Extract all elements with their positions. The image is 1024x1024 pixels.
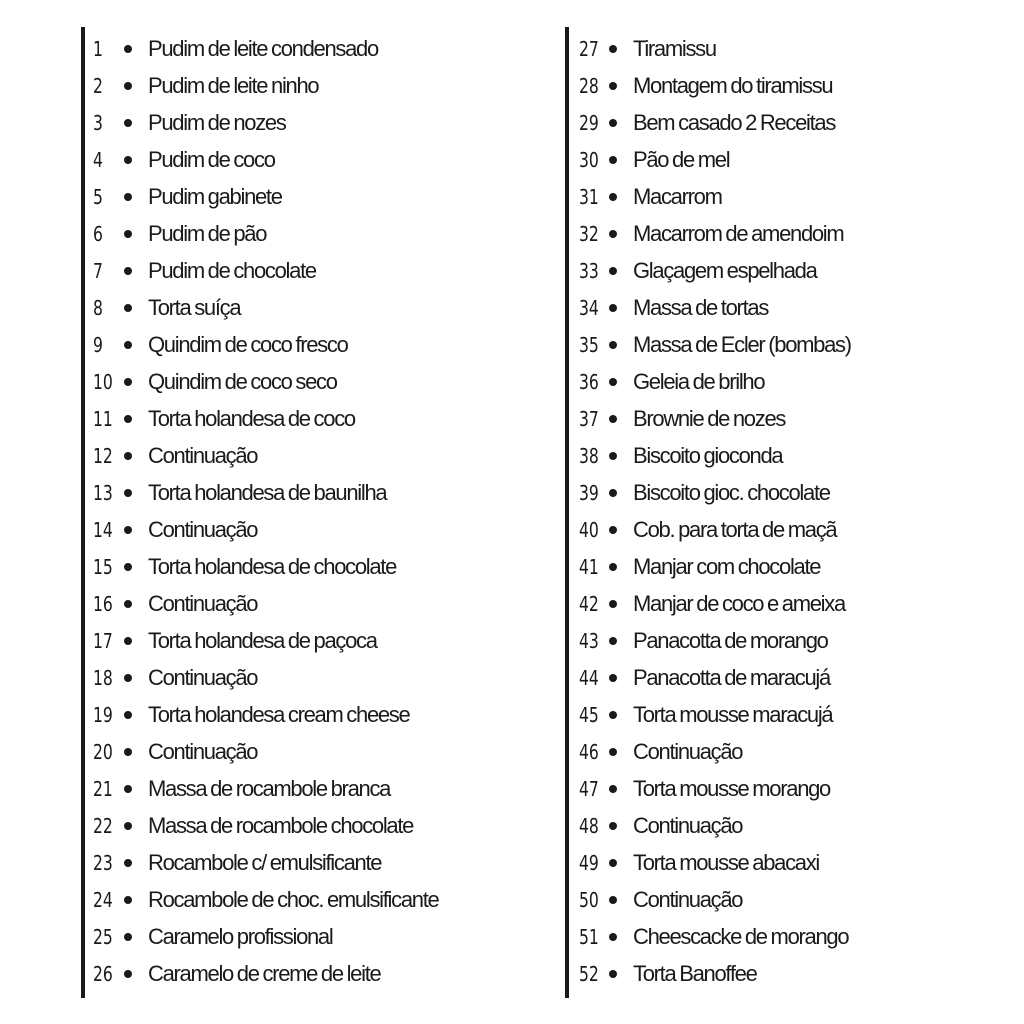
bullet-icon xyxy=(124,415,132,423)
list-item xyxy=(85,252,551,289)
item-number: 27 xyxy=(579,36,599,61)
bullet-icon xyxy=(124,637,132,645)
bullet-icon xyxy=(124,526,132,534)
list-item xyxy=(569,844,1005,881)
list-item xyxy=(85,141,551,178)
list-item xyxy=(85,548,551,585)
bullet-icon xyxy=(609,230,617,238)
list-item xyxy=(569,215,1005,252)
item-label: Caramelo profissional xyxy=(148,923,333,949)
bullet-icon xyxy=(609,600,617,608)
list-item xyxy=(569,437,1005,474)
list-item xyxy=(569,30,1005,67)
item-label: Massa de rocambole chocolate xyxy=(148,812,414,838)
item-number: 24 xyxy=(93,887,113,912)
list-item xyxy=(85,918,551,955)
item-label: Torta mousse morango xyxy=(633,775,830,801)
item-label: Pudim de leite ninho xyxy=(148,72,319,98)
list-item xyxy=(85,659,551,696)
item-number: 4 xyxy=(93,147,103,172)
bullet-icon xyxy=(124,859,132,867)
item-number: 47 xyxy=(579,776,599,801)
bullet-icon xyxy=(609,82,617,90)
list-item xyxy=(85,30,551,67)
item-label: Pão de mel xyxy=(633,146,730,172)
bullet-icon xyxy=(609,822,617,830)
list-item xyxy=(569,289,1005,326)
bullet-icon xyxy=(124,970,132,978)
bullet-icon xyxy=(124,378,132,386)
list-item xyxy=(85,178,551,215)
bullet-icon xyxy=(124,304,132,312)
item-number: 44 xyxy=(579,665,599,690)
item-number: 50 xyxy=(579,887,599,912)
list-item xyxy=(85,733,551,770)
item-number: 1 xyxy=(93,36,103,61)
item-number: 8 xyxy=(93,295,103,320)
item-label: Pudim de pão xyxy=(148,220,267,246)
bullet-icon xyxy=(609,933,617,941)
bullet-icon xyxy=(124,193,132,201)
item-number: 48 xyxy=(579,813,599,838)
item-number: 18 xyxy=(93,665,113,690)
bullet-icon xyxy=(124,748,132,756)
item-number: 49 xyxy=(579,850,599,875)
list-item xyxy=(85,622,551,659)
list-item xyxy=(85,215,551,252)
item-number: 40 xyxy=(579,517,599,542)
list-item xyxy=(85,104,551,141)
list-item xyxy=(569,178,1005,215)
item-number: 42 xyxy=(579,591,599,616)
item-number: 15 xyxy=(93,554,113,579)
item-label: Torta holandesa de coco xyxy=(148,405,355,431)
bullet-icon xyxy=(609,156,617,164)
item-number: 28 xyxy=(579,73,599,98)
bullet-icon xyxy=(124,156,132,164)
bullet-icon xyxy=(124,674,132,682)
list-item xyxy=(85,955,551,992)
item-label: Cob. para torta de maçã xyxy=(633,516,837,542)
item-number: 33 xyxy=(579,258,599,283)
item-label: Continuação xyxy=(148,738,258,764)
list-item xyxy=(85,881,551,918)
item-label: Glaçagem espelhada xyxy=(633,257,817,283)
item-number: 12 xyxy=(93,443,113,468)
bullet-icon xyxy=(609,378,617,386)
bullet-icon xyxy=(609,267,617,275)
list-item xyxy=(85,807,551,844)
item-label: Massa de Ecler (bombas) xyxy=(633,331,851,357)
bullet-icon xyxy=(609,489,617,497)
bullet-icon xyxy=(609,711,617,719)
item-label: Pudim gabinete xyxy=(148,183,282,209)
item-number: 38 xyxy=(579,443,599,468)
bullet-icon xyxy=(609,526,617,534)
item-label: Massa de tortas xyxy=(633,294,769,320)
item-label: Rocambole de choc. emulsificante xyxy=(148,886,439,912)
item-label: Biscoito gioconda xyxy=(633,442,783,468)
item-number: 13 xyxy=(93,480,113,505)
item-number: 21 xyxy=(93,776,113,801)
list-item xyxy=(569,474,1005,511)
list-item xyxy=(85,770,551,807)
item-number: 22 xyxy=(93,813,113,838)
item-label: Geleia de brilho xyxy=(633,368,765,394)
bullet-icon xyxy=(609,748,617,756)
bullet-icon xyxy=(609,970,617,978)
item-number: 36 xyxy=(579,369,599,394)
list-item xyxy=(569,659,1005,696)
item-label: Continuação xyxy=(148,590,258,616)
item-label: Massa de rocambole branca xyxy=(148,775,391,801)
bullet-icon xyxy=(609,637,617,645)
list-item xyxy=(569,104,1005,141)
list-item xyxy=(569,622,1005,659)
bullet-icon xyxy=(124,119,132,127)
list-item xyxy=(569,881,1005,918)
bullet-icon xyxy=(609,859,617,867)
list-item xyxy=(85,400,551,437)
item-number: 14 xyxy=(93,517,113,542)
recipe-index-left-column xyxy=(81,27,551,998)
list-item xyxy=(569,400,1005,437)
bullet-icon xyxy=(124,82,132,90)
list-item xyxy=(569,141,1005,178)
item-label: Biscoito gioc. chocolate xyxy=(633,479,830,505)
item-number: 23 xyxy=(93,850,113,875)
item-label: Continuação xyxy=(148,442,258,468)
bullet-icon xyxy=(609,119,617,127)
list-item xyxy=(569,696,1005,733)
bullet-icon xyxy=(609,674,617,682)
item-number: 20 xyxy=(93,739,113,764)
item-label: Continuação xyxy=(633,738,743,764)
item-number: 3 xyxy=(93,110,103,135)
bullet-icon xyxy=(124,489,132,497)
item-number: 43 xyxy=(579,628,599,653)
item-label: Bem casado 2 Receitas xyxy=(633,109,836,135)
item-label: Continuação xyxy=(633,812,743,838)
item-label: Torta Banoffee xyxy=(633,960,757,986)
list-item xyxy=(569,511,1005,548)
list-item xyxy=(85,289,551,326)
bullet-icon xyxy=(609,193,617,201)
item-number: 7 xyxy=(93,258,103,283)
item-number: 5 xyxy=(93,184,103,209)
list-item xyxy=(569,733,1005,770)
item-label: Manjar com chocolate xyxy=(633,553,821,579)
list-item xyxy=(569,326,1005,363)
bullet-icon xyxy=(124,563,132,571)
item-label: Continuação xyxy=(148,664,258,690)
item-number: 52 xyxy=(579,961,599,986)
list-item xyxy=(85,511,551,548)
item-label: Pudim de coco xyxy=(148,146,275,172)
bullet-icon xyxy=(124,230,132,238)
item-number: 11 xyxy=(93,406,113,431)
item-label: Quindim de coco seco xyxy=(148,368,337,394)
bullet-icon xyxy=(124,45,132,53)
item-number: 39 xyxy=(579,480,599,505)
item-number: 34 xyxy=(579,295,599,320)
list-item xyxy=(85,326,551,363)
item-label: Torta holandesa de chocolate xyxy=(148,553,397,579)
item-label: Torta mousse abacaxi xyxy=(633,849,819,875)
item-label: Panacotta de maracujá xyxy=(633,664,830,690)
item-label: Brownie de nozes xyxy=(633,405,786,431)
item-number: 10 xyxy=(93,369,113,394)
list-item xyxy=(85,585,551,622)
list-item xyxy=(85,844,551,881)
list-item xyxy=(569,363,1005,400)
bullet-icon xyxy=(124,452,132,460)
item-number: 2 xyxy=(93,73,103,98)
bullet-icon xyxy=(609,304,617,312)
item-label: Manjar de coco e ameixa xyxy=(633,590,845,616)
item-label: Continuação xyxy=(633,886,743,912)
item-label: Cheescacke de morango xyxy=(633,923,849,949)
bullet-icon xyxy=(609,45,617,53)
item-label: Torta mousse maracujá xyxy=(633,701,833,727)
item-label: Torta holandesa de baunilha xyxy=(148,479,387,505)
item-number: 32 xyxy=(579,221,599,246)
list-item xyxy=(569,252,1005,289)
item-label: Torta holandesa de paçoca xyxy=(148,627,377,653)
item-label: Panacotta de morango xyxy=(633,627,828,653)
item-label: Pudim de nozes xyxy=(148,109,286,135)
bullet-icon xyxy=(609,415,617,423)
item-number: 35 xyxy=(579,332,599,357)
item-number: 29 xyxy=(579,110,599,135)
bullet-icon xyxy=(124,785,132,793)
list-item xyxy=(85,67,551,104)
bullet-icon xyxy=(124,341,132,349)
list-item xyxy=(569,955,1005,992)
bullet-icon xyxy=(609,452,617,460)
list-item xyxy=(569,770,1005,807)
item-number: 19 xyxy=(93,702,113,727)
list-item xyxy=(85,437,551,474)
list-item xyxy=(85,696,551,733)
item-number: 46 xyxy=(579,739,599,764)
list-item xyxy=(569,918,1005,955)
bullet-icon xyxy=(124,600,132,608)
item-number: 31 xyxy=(579,184,599,209)
item-label: Tiramissu xyxy=(633,35,716,61)
item-number: 37 xyxy=(579,406,599,431)
item-number: 41 xyxy=(579,554,599,579)
item-label: Macarrom de amendoim xyxy=(633,220,844,246)
item-label: Macarrom xyxy=(633,183,722,209)
bullet-icon xyxy=(124,822,132,830)
list-item xyxy=(569,67,1005,104)
item-number: 26 xyxy=(93,961,113,986)
item-label: Caramelo de creme de leite xyxy=(148,960,381,986)
bullet-icon xyxy=(124,711,132,719)
recipe-index-right-column xyxy=(565,27,1005,998)
item-number: 16 xyxy=(93,591,113,616)
bullet-icon xyxy=(124,896,132,904)
item-label: Pudim de chocolate xyxy=(148,257,316,283)
item-number: 17 xyxy=(93,628,113,653)
list-item xyxy=(569,807,1005,844)
bullet-icon xyxy=(609,896,617,904)
item-label: Montagem do tiramissu xyxy=(633,72,833,98)
item-number: 30 xyxy=(579,147,599,172)
bullet-icon xyxy=(609,341,617,349)
list-item xyxy=(569,548,1005,585)
bullet-icon xyxy=(124,267,132,275)
item-label: Continuação xyxy=(148,516,258,542)
list-item xyxy=(85,474,551,511)
bullet-icon xyxy=(124,933,132,941)
item-label: Pudim de leite condensado xyxy=(148,35,378,61)
list-item xyxy=(569,585,1005,622)
list-item xyxy=(85,363,551,400)
bullet-icon xyxy=(609,785,617,793)
item-label: Rocambole c/ emulsificante xyxy=(148,849,382,875)
item-number: 9 xyxy=(93,332,103,357)
item-label: Torta holandesa cream cheese xyxy=(148,701,410,727)
item-number: 51 xyxy=(579,924,599,949)
item-number: 6 xyxy=(93,221,103,246)
item-number: 25 xyxy=(93,924,113,949)
bullet-icon xyxy=(609,563,617,571)
item-label: Torta suíça xyxy=(148,294,241,320)
item-label: Quindim de coco fresco xyxy=(148,331,348,357)
item-number: 45 xyxy=(579,702,599,727)
